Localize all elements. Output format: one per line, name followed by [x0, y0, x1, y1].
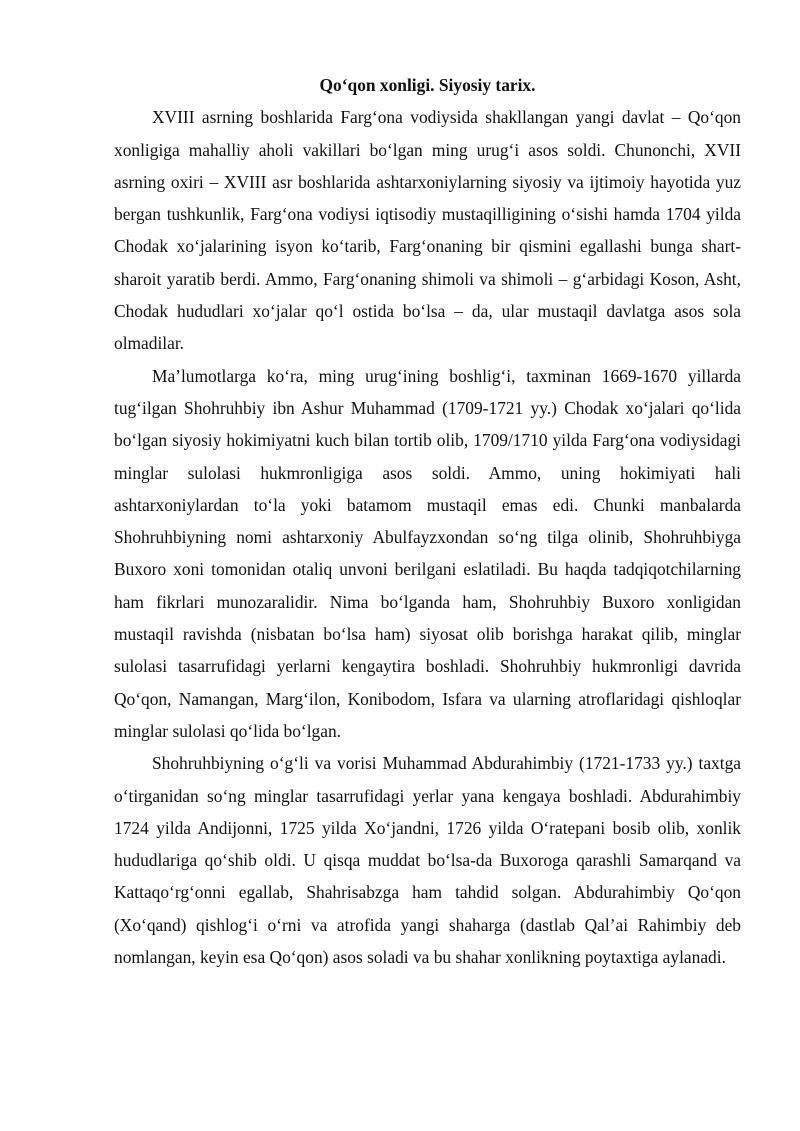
document-page: [114, 69, 741, 973]
paragraph-3: Shohruhbiyning o‘g‘li va vorisi Muhammad Abdurahimbiy (1721-1733 yy.) taxtga o‘tirganidan so‘ng minglar tasarrufidagi yerlar yana kengaya boshladi. Abdurahimbiy 1724 yilda Andijonni, 1725 yilda Xo‘jandni, 1726 yilda O‘ratepani bosib olib, xonlik hududlariga qo‘shib oldi. U qisqa muddat bo‘lsa-da Buxoroga qarashli Samarqand va Kattaqo‘rg‘onni egallab, Shahrisabzga ham tahdid solgan. Abdurahimbiy Qo‘qon (Xo‘qand) qishlog‘i o‘rni va atrofida yangi shaharga (dastlab Qal’ai Rahimbiy deb nomlangan, keyin esa Qo‘qon) asos soladi va bu shahar xonlikning poytaxtiga aylanadi.: [114, 753, 741, 968]
paragraph-2: Ma’lumotlarga ko‘ra, ming urug‘ining boshlig‘i, taxminan 1669-1670 yillarda tug‘ilgan Shohruhbiy ibn Ashur Muhammad (1709-1721 yy.) Chodak xo‘jalari qo‘lida bo‘lgan siyosiy hokimiyatni kuch bilan tortib olib, 1709/1710 yilda Farg‘ona vodiysidagi minglar sulolasi hukmronligiga asos soldi. Ammo, uning hokimiyati hali ashtarxoniylardan to‘la yoki batamom mustaqil emas edi. Chunki manbalarda Shohruhbiyning nomi ashtarxoniy Abulfayzxondan so‘ng tilga olinib, Shohruhbiyga Buxoro xoni tomonidan otaliq unvoni berilgani eslatiladi. Bu haqda tadqiqotchilarning ham fikrlari munozaralidir. Nima bo‘lganda ham, Shohruhbiy Buxoro xonligidan mustaqil ravishda (nisbatan bo‘lsa ham) siyosat olib borishga harakat qilib, minglar sulolasi tasarrufidagi yerlarni kengaytira boshladi. Shohruhbiy hukmronligi davrida Qo‘qon, Namangan, Marg‘ilon, Konibodom, Isfara va ularning atroflaridagi qishloqlar minglar sulolasi qo‘lida bo‘lgan.: [114, 365, 741, 741]
document-title: Qo‘qon xonligi. Siyosiy tarix.: [319, 75, 536, 95]
paragraph-1: XVIII asrning boshlarida Farg‘ona vodiysida shakllangan yangi davlat – Qo‘qon xonligiga mahalliy aholi vakillari bo‘lgan ming urug‘i asos soldi. Chunonchi, XVII asrning oxiri – XVIII asr boshlarida ashtarxoniylarning siyosiy va ijtimoiy hayotida yuz bergan tushkunlik, Farg‘ona vodiysi iqtisodiy mustaqilligining o‘sishi hamda 1704 yilda Chodak xo‘jalarining isyon ko‘tarib, Farg‘onaning bir qismini egallashi bunga shart-sharoit yaratib berdi. Ammo, Farg‘onaning shimoli va shimoli – g‘arbidagi Koson, Asht, Chodak hududlari xo‘jalar qo‘l ostida bo‘lsa – da, ular mustaqil davlatga asos sola olmadilar.: [114, 107, 741, 354]
